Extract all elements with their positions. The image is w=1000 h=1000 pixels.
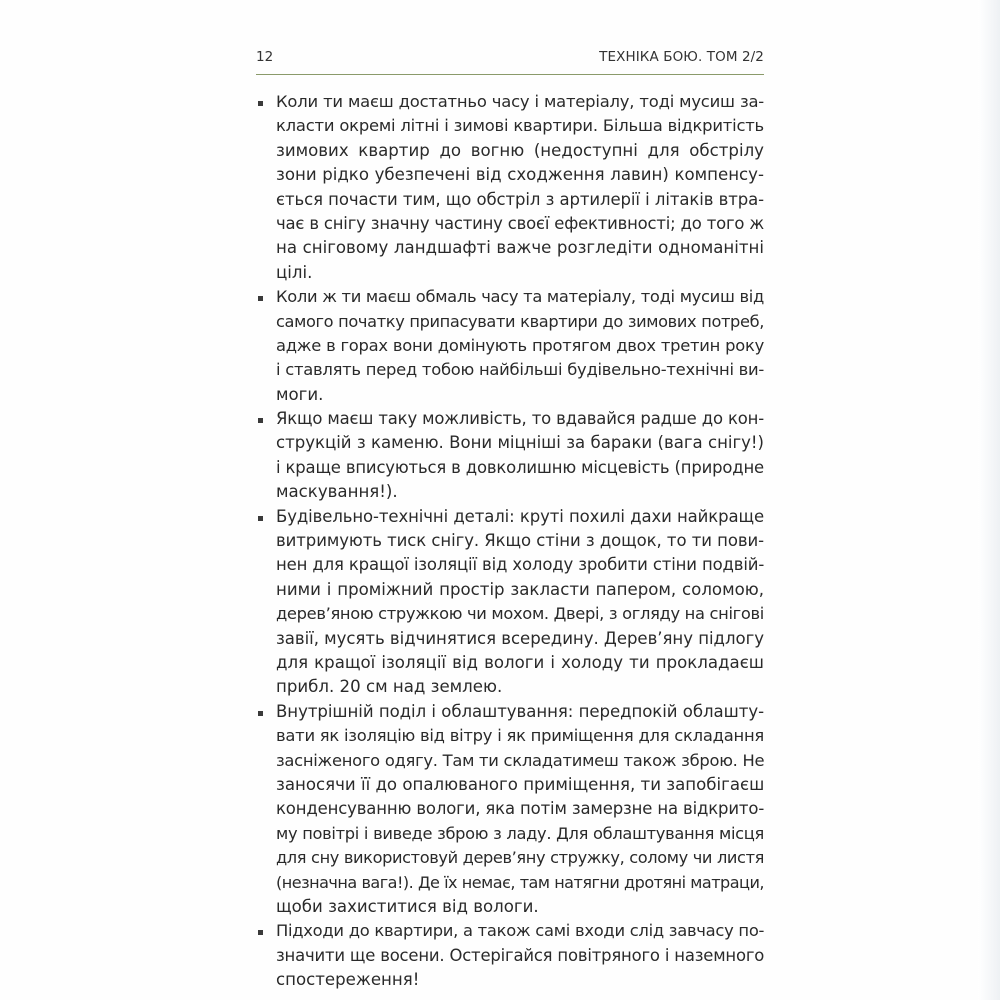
text-line: дерев’яною стружкою чи мохом. Двері, з огляду на снігові	[276, 604, 764, 624]
text-line: (незначна вага!). Де їх немає, там натягни дротяні матраци,	[276, 872, 764, 892]
text-line: завії, мусять відчинятися всередину. Дерев’яну підлогу	[276, 628, 764, 648]
bullet-list	[256, 90, 764, 992]
list-item	[256, 285, 764, 407]
list-item	[256, 90, 764, 285]
text-line: Внутрішній поділ і облаштування: передпокій облашту-	[276, 701, 764, 721]
text-line: Коли ж ти маєш обмаль часу та матеріалу, тоді мусиш від	[276, 287, 764, 307]
text-line: маскування!).	[276, 482, 398, 502]
text-line: конденсуванню вологи, яка потім замерзне на відкрито-	[276, 799, 765, 819]
square-bullet-icon	[258, 418, 263, 423]
text-line: і краще вписуються в довколишню місцевість (природне	[276, 457, 764, 477]
text-line: для сну використовуй дерев’яну стружку, солому чи листя	[276, 848, 764, 868]
text-line: Підходи до квартири, а також самі входи слід завчасу по-	[276, 921, 765, 941]
text-line: адже в горах вони домінують протягом двох третин року	[276, 335, 764, 355]
text-line: і ставлять перед тобою найбільші будівельно-технічні ви-	[276, 360, 765, 380]
text-line: му повітрі і виведе зброю з ладу. Для облаштування місця	[276, 823, 764, 843]
text-line: нен для кращої ізоляції від холоду зробити стіни подвій-	[276, 555, 765, 575]
text-line: класти окремі літні і зимові квартири. Більша відкритість	[276, 116, 764, 136]
list-item	[256, 407, 764, 505]
header-rule	[256, 74, 764, 75]
text-line: ними і проміжний простір закласти папером, соломою,	[276, 579, 764, 599]
book-title: ТЕХНІКА БОЮ. ТОМ 2/2	[599, 49, 764, 65]
text-line: ється почасти тим, що обстріл з артилерії і літаків втра-	[276, 189, 764, 209]
text-line: самого початку припасувати квартири до зимових потреб,	[276, 311, 764, 331]
text-line: чає в снігу значну частину своєї ефективності; до того ж	[276, 213, 764, 233]
text-line: Якщо маєш таку можливість, то вдавайся радше до кон-	[276, 409, 764, 429]
square-bullet-icon	[258, 296, 263, 301]
list-item	[256, 505, 764, 700]
text-line: витримують тиск снігу. Якщо стіни з дощок, то ти пови-	[276, 531, 764, 551]
text-line: заносячи її до опалюваного приміщення, ти запобігаєш	[276, 774, 765, 794]
text-line: щоби захиститися від вологи.	[276, 896, 539, 916]
square-bullet-icon	[258, 711, 263, 716]
text-line: спостереження!	[276, 970, 420, 990]
square-bullet-icon	[258, 101, 263, 106]
list-item	[256, 700, 764, 920]
text-line: цілі.	[276, 262, 313, 282]
text-line: моги.	[276, 384, 324, 404]
text-line: для кращої ізоляції від вологи і холоду ти прокладаєш	[276, 652, 764, 672]
text-line: значити ще восени. Остерігайся повітряного і наземного	[276, 945, 765, 965]
text-line: на сніговому ландшафті важче розгледіти одноманітні	[276, 238, 764, 258]
square-bullet-icon	[258, 930, 263, 935]
text-line: вати як ізоляцію від вітру і як приміщення для складання	[276, 726, 764, 746]
text-line: зимових квартир до вогню (недоступні для обстрілу	[276, 140, 764, 160]
page-number: 12	[256, 49, 274, 65]
list-item	[256, 919, 764, 992]
text-line: засніженого одягу. Там ти складатимеш також зброю. Не	[276, 750, 765, 770]
text-line: Коли ти маєш достатньо часу і матеріалу, тоді мусиш за-	[276, 92, 764, 111]
text-line: Будівельно-технічні деталі: круті похилі дахи найкраще	[276, 506, 764, 526]
text-line: струкцій з каменю. Вони міцніші за бараки (вага снігу!)	[276, 433, 764, 453]
running-head	[256, 49, 764, 71]
text-line: зони рідко убезпечені від сходження лавин) компенсу-	[276, 165, 764, 185]
page-edge-shadow	[978, 0, 1000, 1000]
square-bullet-icon	[258, 516, 263, 521]
text-line: прибл. 20 см над землею.	[276, 677, 503, 697]
